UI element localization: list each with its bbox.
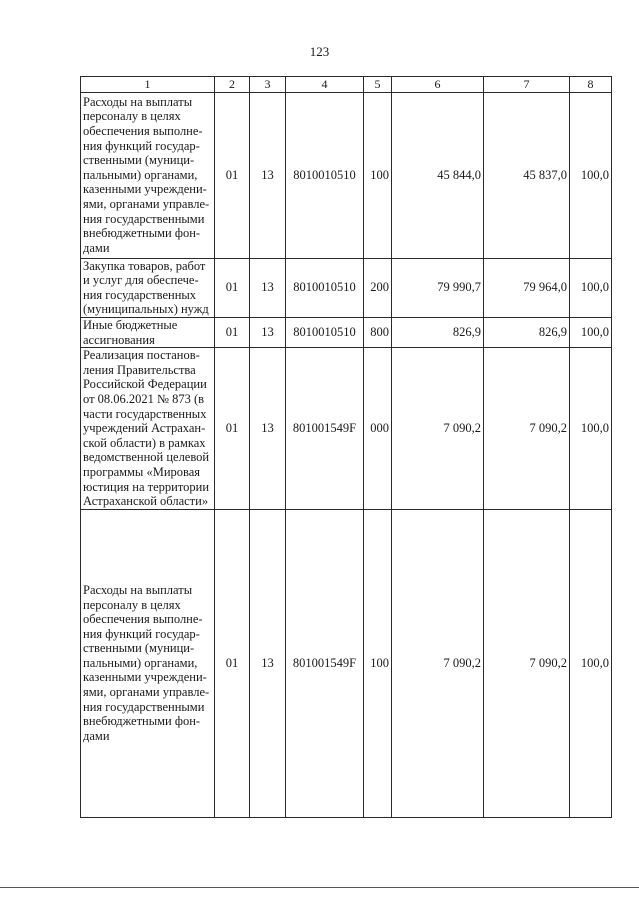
actual-amount: 7 090,2 (484, 348, 570, 510)
expense-type-code: 800 (364, 317, 392, 347)
section-code: 01 (215, 92, 250, 258)
table-row (81, 258, 612, 317)
table-row (81, 92, 612, 258)
planned-amount: 7 090,2 (392, 348, 484, 510)
column-header: 8 (570, 77, 612, 93)
target-article-code: 8010010510 (286, 258, 364, 317)
row-description: Расходы на выплаты персоналу в целях обеспечения выполне-ния функций государ-ственными (муници-пальными) органами, казенными учреждени-ями, органами управле-ния государственными внебюджетными фон-дами (81, 509, 215, 817)
section-code: 01 (215, 348, 250, 510)
section-code: 01 (215, 258, 250, 317)
row-description: Реализация постанов-ления Правительства Российской Федерации от 08.06.2021 № 873 (в части государственных учреждений Астрахан-ской области) в рамках ведомственной целевой программы «Мировая юстиция на территории Астраханской области» (81, 348, 215, 510)
column-header: 2 (215, 77, 250, 93)
subsection-code: 13 (250, 258, 286, 317)
planned-amount: 45 844,0 (392, 92, 484, 258)
column-header: 6 (392, 77, 484, 93)
actual-amount: 826,9 (484, 317, 570, 347)
expense-type-code: 100 (364, 509, 392, 817)
budget-table (80, 76, 612, 818)
table-row (81, 317, 612, 347)
subsection-code: 13 (250, 348, 286, 510)
header-row (81, 77, 612, 93)
planned-amount: 79 990,7 (392, 258, 484, 317)
column-header: 3 (250, 77, 286, 93)
target-article-code: 801001549F (286, 509, 364, 817)
column-header: 5 (364, 77, 392, 93)
actual-amount: 45 837,0 (484, 92, 570, 258)
subsection-code: 13 (250, 317, 286, 347)
execution-percent: 100,0 (570, 509, 612, 817)
section-code: 01 (215, 317, 250, 347)
expense-type-code: 100 (364, 92, 392, 258)
section-code: 01 (215, 509, 250, 817)
table-row (81, 348, 612, 510)
target-article-code: 8010010510 (286, 92, 364, 258)
execution-percent: 100,0 (570, 348, 612, 510)
row-description: Расходы на выплаты персоналу в целях обеспечения выполне-ния функций государ-ственными (муници-пальными) органами, казенными учреждени-ями, органами управле-ния государственными внебюджетными фон-дами (81, 92, 215, 258)
subsection-code: 13 (250, 92, 286, 258)
execution-percent: 100,0 (570, 258, 612, 317)
expense-type-code: 000 (364, 348, 392, 510)
column-header: 1 (81, 77, 215, 93)
row-description: Иные бюджетные ассигнования (81, 317, 215, 347)
page-bottom-rule (0, 887, 639, 888)
row-description: Закупка товаров, работ и услуг для обеспече-ния государственных (муниципальных) нужд (81, 258, 215, 317)
actual-amount: 79 964,0 (484, 258, 570, 317)
page-number: 123 (309, 44, 330, 59)
column-header: 7 (484, 77, 570, 93)
expense-type-code: 200 (364, 258, 392, 317)
execution-percent: 100,0 (570, 317, 612, 347)
target-article-code: 8010010510 (286, 317, 364, 347)
planned-amount: 7 090,2 (392, 509, 484, 817)
column-header: 4 (286, 77, 364, 93)
table-row (81, 509, 612, 817)
target-article-code: 801001549F (286, 348, 364, 510)
subsection-code: 13 (250, 509, 286, 817)
planned-amount: 826,9 (392, 317, 484, 347)
execution-percent: 100,0 (570, 92, 612, 258)
actual-amount: 7 090,2 (484, 509, 570, 817)
